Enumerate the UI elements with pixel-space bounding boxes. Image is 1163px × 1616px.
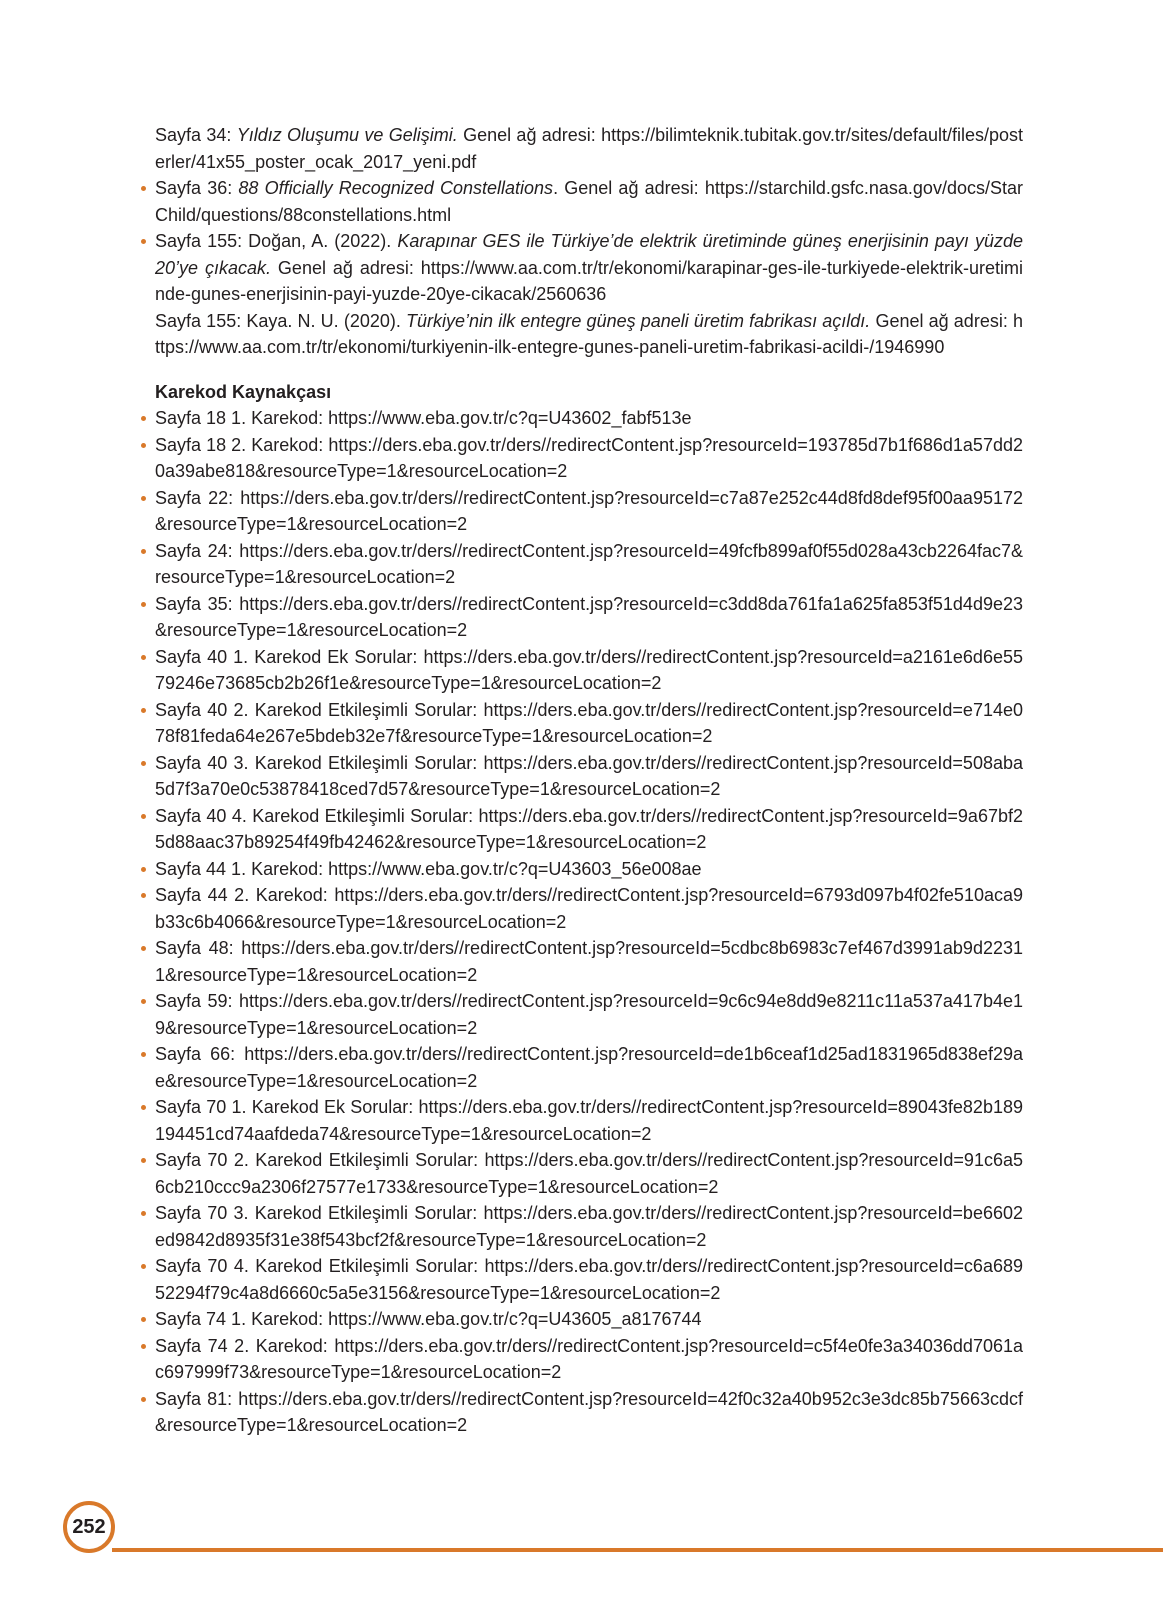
bibliography (155, 122, 1023, 1439)
qr-source-item: Sayfa 74 2. Karekod: https://ders.eba.gov.tr/ders//redirectContent.jsp?resourceId=c5f4e0fe3a34036dd7061ac697999f73&resourceType=1&resourceLocation=2 (155, 1333, 1023, 1386)
qr-source-item: Sayfa 35: https://ders.eba.gov.tr/ders//redirectContent.jsp?resourceId=c3dd8da761fa1a625fa853f51d4d9e23&resourceType=1&resourceLocation=2 (155, 591, 1023, 644)
qr-source-item: Sayfa 74 1. Karekod: https://www.eba.gov.tr/c?q=U43605_a8176744 (155, 1306, 1023, 1333)
qr-source-item: Sayfa 24: https://ders.eba.gov.tr/ders//redirectContent.jsp?resourceId=49fcfb899af0f55d028a43cb2264fac7&resourceType=1&resourceLocation=2 (155, 538, 1023, 591)
source-title: Karapınar GES ile Türkiye’de elektrik üretiminde güneş enerjisinin payı yüzde 20’ye çıkacak. (155, 231, 1024, 278)
footer-rule (112, 1548, 1163, 1552)
source-entry: Sayfa 34: Yıldız Oluşumu ve Gelişimi. Genel ağ adresi: https://bilimteknik.tubitak.gov.tr/sites/default/files/posterler/41x55_poster_ocak_2017_yeni.pdf (155, 125, 1023, 172)
qr-source-item: Sayfa 70 1. Karekod Ek Sorular: https://ders.eba.gov.tr/ders//redirectContent.jsp?resourceId=89043fe82b189194451cd74aafdeda74&resourceType=1&resourceLocation=2 (155, 1094, 1023, 1147)
qr-source-item: Sayfa 22: https://ders.eba.gov.tr/ders//redirectContent.jsp?resourceId=c7a87e252c44d8fd8def95f00aa95172&resourceType=1&resourceLocation=2 (155, 485, 1023, 538)
source-title: Türkiye’nin ilk entegre güneş paneli üretim fabrikası açıldı. (406, 310, 871, 331)
qr-source-list (155, 405, 1023, 1439)
source-entry: Sayfa 155: Doğan, A. (2022). Karapınar GES ile Türkiye’de elektrik üretiminde güneş enerjisinin payı yüzde 20’ye çıkacak. Genel ağ adresi: https://www.aa.com.tr/tr/ekonomi/karapinar-ges-ile-turkiyede-elektrik-uretiminde-gunes-enerjisinin-payi-yuzde-20ye-cikacak/2560636 (155, 228, 1023, 308)
qr-source-item: Sayfa 70 2. Karekod Etkileşimli Sorular: https://ders.eba.gov.tr/ders//redirectContent.jsp?resourceId=91c6a56cb210ccc9a2306f27577e1733&resourceType=1&resourceLocation=2 (155, 1147, 1023, 1200)
page-number: 252 (63, 1501, 115, 1553)
qr-source-item: Sayfa 70 3. Karekod Etkileşimli Sorular: https://ders.eba.gov.tr/ders//redirectContent.jsp?resourceId=be6602ed9842d8935f31e38f543bcf2f&resourceType=1&resourceLocation=2 (155, 1200, 1023, 1253)
qr-source-item: Sayfa 40 4. Karekod Etkileşimli Sorular: https://ders.eba.gov.tr/ders//redirectContent.jsp?resourceId=9a67bf25d88aac37b89254f49fb42462&resourceType=1&resourceLocation=2 (155, 803, 1023, 856)
qr-source-item: Sayfa 44 1. Karekod: https://www.eba.gov.tr/c?q=U43603_56e008ae (155, 856, 1023, 883)
qr-source-item: Sayfa 18 1. Karekod: https://www.eba.gov.tr/c?q=U43602_fabf513e (155, 405, 1023, 432)
qr-source-item: Sayfa 18 2. Karekod: https://ders.eba.gov.tr/ders//redirectContent.jsp?resourceId=193785d7b1f686d1a57dd20a39abe818&resourceType=1&resourceLocation=2 (155, 432, 1023, 485)
qr-source-item: Sayfa 70 4. Karekod Etkileşimli Sorular: https://ders.eba.gov.tr/ders//redirectContent.jsp?resourceId=c6a68952294f79c4a8d6660c5a5e3156&resourceType=1&resourceLocation=2 (155, 1253, 1023, 1306)
source-entry: Sayfa 155: Kaya. N. U. (2020). Türkiye’nin ilk entegre güneş paneli üretim fabrikası açıldı. Genel ağ adresi: https://www.aa.com.tr/tr/ekonomi/turkiyenin-ilk-entegre-gunes-paneli-uretim-fabrikasi-acildi-/1946990 (155, 310, 1023, 357)
qr-source-item: Sayfa 44 2. Karekod: https://ders.eba.gov.tr/ders//redirectContent.jsp?resourceId=6793d097b4f02fe510aca9b33c6b4066&resourceType=1&resourceLocation=2 (155, 882, 1023, 935)
qr-source-item: Sayfa 48: https://ders.eba.gov.tr/ders//redirectContent.jsp?resourceId=5cdbc8b6983c7ef467d3991ab9d22311&resourceType=1&resourceLocation=2 (155, 935, 1023, 988)
qr-source-item: Sayfa 59: https://ders.eba.gov.tr/ders//redirectContent.jsp?resourceId=9c6c94e8dd9e8211c11a537a417b4e19&resourceType=1&resourceLocation=2 (155, 988, 1023, 1041)
qr-source-item: Sayfa 40 3. Karekod Etkileşimli Sorular: https://ders.eba.gov.tr/ders//redirectContent.jsp?resourceId=508aba5d7f3a70e0c53878418ced7d57&resourceType=1&resourceLocation=2 (155, 750, 1023, 803)
source-title: Yıldız Oluşumu ve Gelişimi. (236, 125, 458, 145)
qr-source-item: Sayfa 40 2. Karekod Etkileşimli Sorular: https://ders.eba.gov.tr/ders//redirectContent.jsp?resourceId=e714e078f81feda64e267e5bdeb32e7f&resourceType=1&resourceLocation=2 (155, 697, 1023, 750)
qr-source-item: Sayfa 81: https://ders.eba.gov.tr/ders//redirectContent.jsp?resourceId=42f0c32a40b952c3e3dc85b75663cdcf&resourceType=1&resourceLocation=2 (155, 1386, 1023, 1439)
source-entry: Sayfa 36: 88 Officially Recognized Constellations. Genel ağ adresi: https://starchild.gsfc.nasa.gov/docs/StarChild/questions/88constellations.html (155, 175, 1023, 228)
source-title: 88 Officially Recognized Constellations (238, 178, 554, 198)
qr-source-item: Sayfa 40 1. Karekod Ek Sorular: https://ders.eba.gov.tr/ders//redirectContent.jsp?resourceId=a2161e6d6e5579246e73685cb2b26f1e&resourceType=1&resourceLocation=2 (155, 644, 1023, 697)
qr-bibliography-heading: Karekod Kaynakçası (155, 381, 332, 402)
qr-source-item: Sayfa 66: https://ders.eba.gov.tr/ders//redirectContent.jsp?resourceId=de1b6ceaf1d25ad1831965d838ef29ae&resourceType=1&resourceLocation=2 (155, 1041, 1023, 1094)
